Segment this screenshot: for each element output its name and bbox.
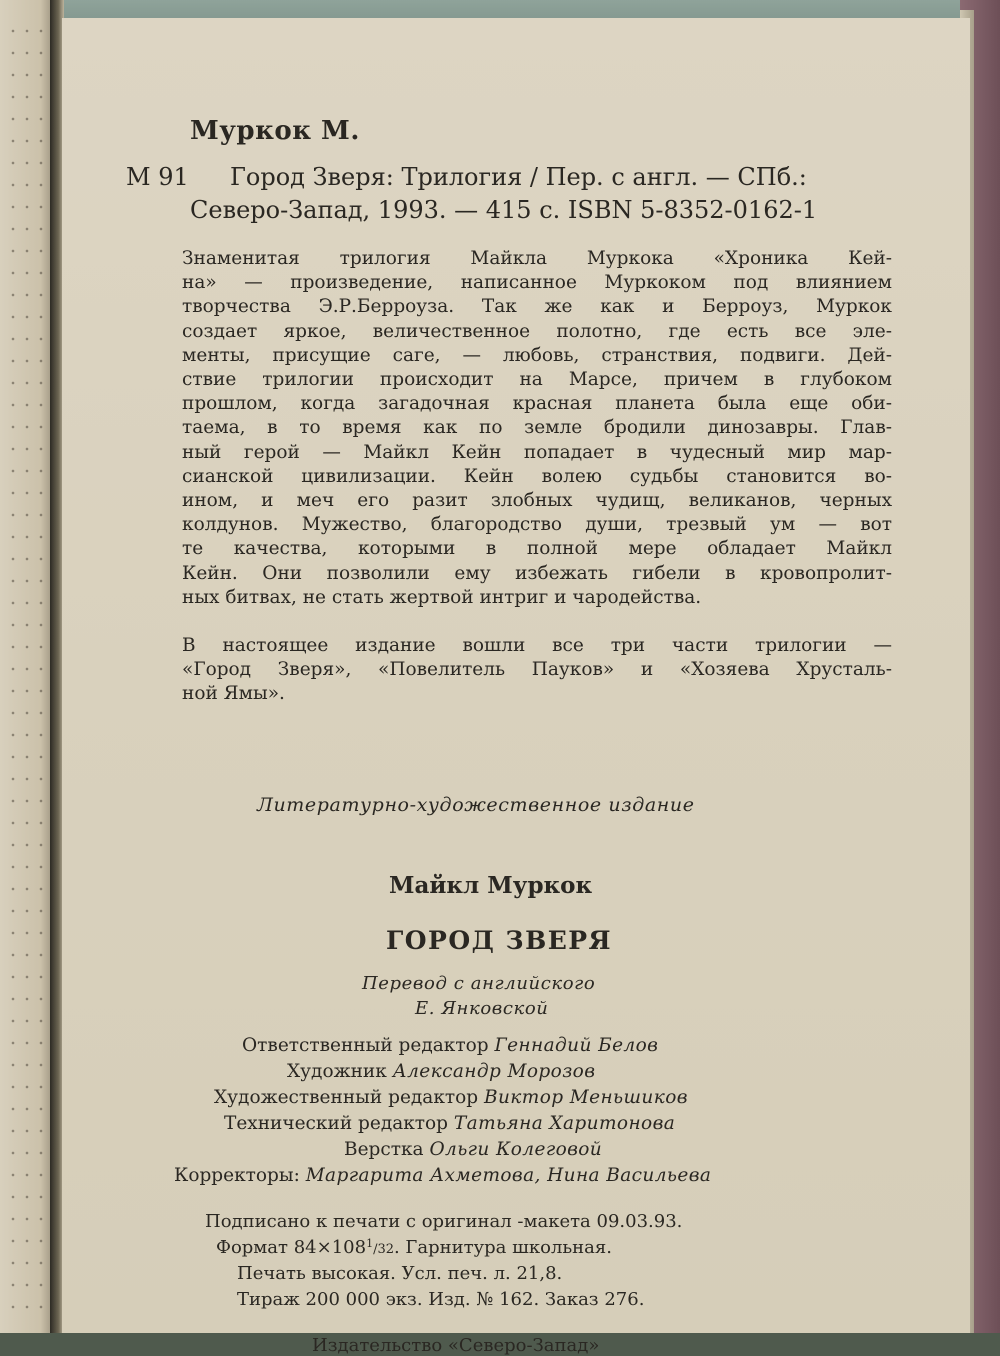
credit-role: Верстка xyxy=(344,1139,424,1160)
book-author: Майкл Муркок xyxy=(389,872,593,899)
credit-name: Татьяна Харитонова xyxy=(453,1113,676,1134)
format-sub: /32 xyxy=(373,1242,394,1257)
credit-proofreaders xyxy=(174,1167,711,1186)
print-run: Тираж 200 000 экз. Изд. № 162. Заказ 276. xyxy=(237,1289,645,1310)
translation-note: Перевод с английского xyxy=(362,973,596,994)
annotation-paragraph-1 xyxy=(182,247,892,610)
credit-art-editor xyxy=(214,1089,688,1108)
annotation-line: «Город Зверя», «Повелитель Пауков» и «Хозяева Хрусталь- xyxy=(182,659,892,681)
annotation-line: творчества Э.Р.Берроуза. Так же как и Берроуз, Муркок xyxy=(182,296,892,318)
annotation-line: ствие трилогии происходит на Марсе, причем в глубоком xyxy=(182,369,892,391)
print-format xyxy=(216,1239,612,1257)
translator-name: Е. Янковской xyxy=(415,998,549,1019)
annotation-line: ной Ямы». xyxy=(182,683,285,705)
annotation-line: В настоящее издание вошли все три части трилогии — xyxy=(182,635,892,656)
publisher: Издательство «Северо-Запад» xyxy=(312,1335,600,1356)
annotation-line: Знаменитая трилогия Майкла Муркока «Хроника Кей- xyxy=(182,248,892,269)
annotation-line: ных битвах, не стать жертвой интриг и чародейства. xyxy=(182,586,702,608)
credit-name: Маргарита Ахметова, Нина Васильева xyxy=(305,1165,712,1186)
annotation-line: те качества, которыми в полной мере обладает Майкл xyxy=(182,538,892,560)
credit-role: Корректоры: xyxy=(174,1165,300,1186)
credit-role: Художественный редактор xyxy=(214,1087,479,1108)
format-prefix: Формат 84×108 xyxy=(216,1237,367,1258)
credit-role: Художник xyxy=(287,1061,387,1082)
credit-chief-editor xyxy=(242,1037,658,1056)
credit-role: Технический редактор xyxy=(224,1113,449,1134)
credit-name: Геннадий Белов xyxy=(494,1035,659,1056)
book-page xyxy=(62,18,970,1356)
catalog-author: Муркок М. xyxy=(190,116,360,146)
bibliographic-line-2: Северо-Запад, 1993. — 415 с. ISBN 5-8352-0162-1 xyxy=(190,196,818,224)
annotation-line: создает яркое, величественное полотно, где есть все эле- xyxy=(182,320,892,342)
annotation-line: сианской цивилизации. Кейн волею судьбы становится во- xyxy=(182,465,892,487)
credit-name: Виктор Меньшиков xyxy=(484,1087,688,1108)
credit-name: Александр Морозов xyxy=(392,1061,596,1082)
format-suffix: . Гарнитура школьная. xyxy=(393,1237,612,1258)
edition-genre: Литературно-художественное издание xyxy=(257,794,695,816)
bibliographic-line-1: Город Зверя: Трилогия / Пер. с англ. — СПб.: xyxy=(230,163,807,191)
credit-name: Ольги Колеговой xyxy=(429,1139,603,1160)
annotation-line: на» — произведение, написанное Муркоком под влиянием xyxy=(182,272,892,294)
format-sup: 1 xyxy=(366,1237,374,1250)
annotation-line: ином, и меч его разит злобных чудищ, великанов, черных xyxy=(182,490,892,512)
facing-page-text xyxy=(6,20,50,1320)
annotation-line: прошлом, когда загадочная красная планета была еще оби- xyxy=(182,393,892,415)
print-signed: Подписано к печати с оригинал -макета 09.03.93. xyxy=(205,1211,683,1232)
annotation-line: Кейн. Они позволили ему избежать гибели в кровопролит- xyxy=(182,562,892,584)
print-method: Печать высокая. Усл. печ. л. 21,8. xyxy=(237,1263,563,1284)
annotation-line: ный герой — Майкл Кейн попадает в чудесный мир мар- xyxy=(182,441,892,463)
annotation-line: таема, в то время как по земле бродили динозавры. Глав- xyxy=(182,417,892,439)
book-title: ГОРОД ЗВЕРЯ xyxy=(386,926,613,955)
annotation-paragraph-2 xyxy=(182,634,892,707)
annotation-line: колдунов. Мужество, благородство души, трезвый ум — вот xyxy=(182,514,892,536)
credit-tech-editor xyxy=(224,1115,675,1134)
credit-layout xyxy=(344,1141,602,1160)
classification-code: М 91 xyxy=(126,163,189,191)
credit-artist xyxy=(287,1063,595,1082)
annotation-line: менты, присущие саге, — любовь, странствия, подвиги. Дей- xyxy=(182,344,892,366)
credit-role: Ответственный редактор xyxy=(242,1035,489,1056)
